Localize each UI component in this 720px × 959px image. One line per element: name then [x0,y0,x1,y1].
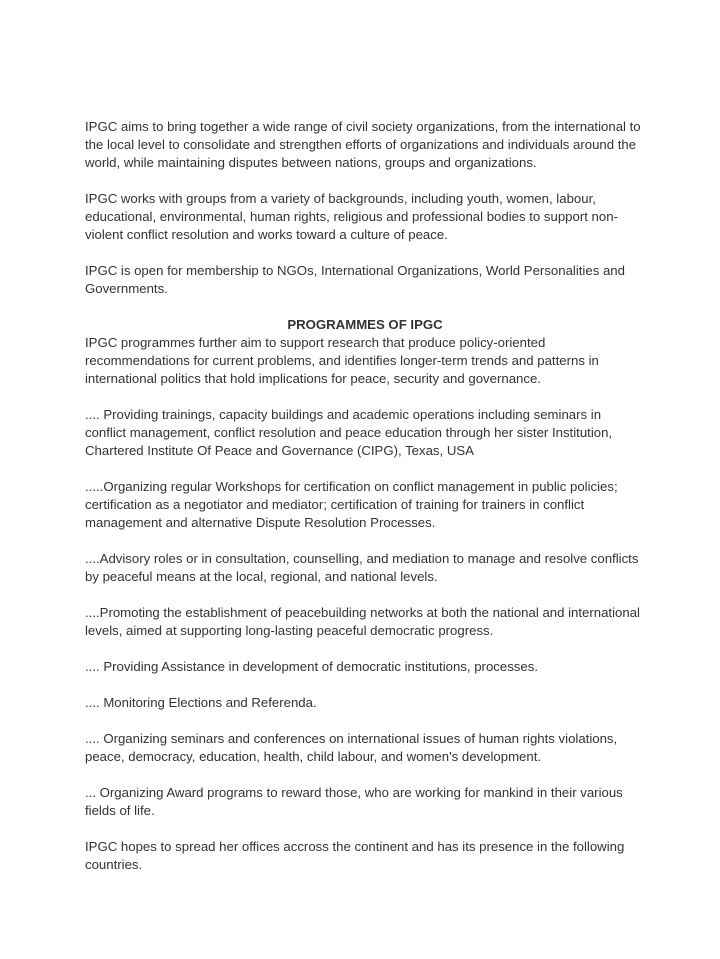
programme-item-advisory: ....Advisory roles or in consultation, counselling, and mediation to manage and resolve conflicts by peaceful means at the local, regional, and national levels. [85,551,639,584]
programme-item-workshops: .....Organizing regular Workshops for certification on conflict management in public policies; certification as a negotiator and mediator; certification of training for trainers in conflict management and alternative Dispute Resolution Processes. [85,479,618,530]
programme-item-monitoring: .... Monitoring Elections and Referenda. [85,695,317,710]
paragraph-programmes-intro: IPGC programmes further aim to support research that produce policy-oriented recommendations for current problems, and identifies longer-term trends and patterns in international politics that hold implications for peace, security and governance. [85,335,599,386]
programme-item-seminars: .... Organizing seminars and conferences on international issues of human rights violations, peace, democracy, education, health, child labour, and women's development. [85,731,618,764]
programme-item-peacebuilding: ....Promoting the establishment of peacebuilding networks at both the national and international levels, aimed at supporting long-lasting peaceful democratic progress. [85,605,640,638]
programme-item-awards: ... Organizing Award programs to reward those, who are working for mankind in their various fields of life. [85,785,623,818]
section-heading-programmes: PROGRAMMES OF IPGC [287,317,443,332]
paragraph-offices: IPGC hopes to spread her offices accross the continent and has its presence in the following countries. [85,839,625,872]
paragraph-ipgc-aims: IPGC aims to bring together a wide range of civil society organizations, from the international to the local level to consolidate and strengthen efforts of organizations and individuals around the world, while maintaining disputes between nations, groups and organizations. [85,119,641,170]
programme-item-assistance: .... Providing Assistance in development of democratic institutions, processes. [85,659,538,674]
programme-item-trainings: .... Providing trainings, capacity buildings and academic operations including seminars in conflict management, conflict resolution and peace education through her sister Institution, Chartered Institute Of Peace and Governance (CIPG), Texas, USA [85,407,613,458]
paragraph-ipgc-membership: IPGC is open for membership to NGOs, International Organizations, World Personalities and Governments. [85,263,625,296]
document-content [85,118,645,874]
paragraph-ipgc-works: IPGC works with groups from a variety of backgrounds, including youth, women, labour, educational, environmental, human rights, religious and professional bodies to support non-violent conflict resolution and works toward a culture of peace. [85,191,618,242]
